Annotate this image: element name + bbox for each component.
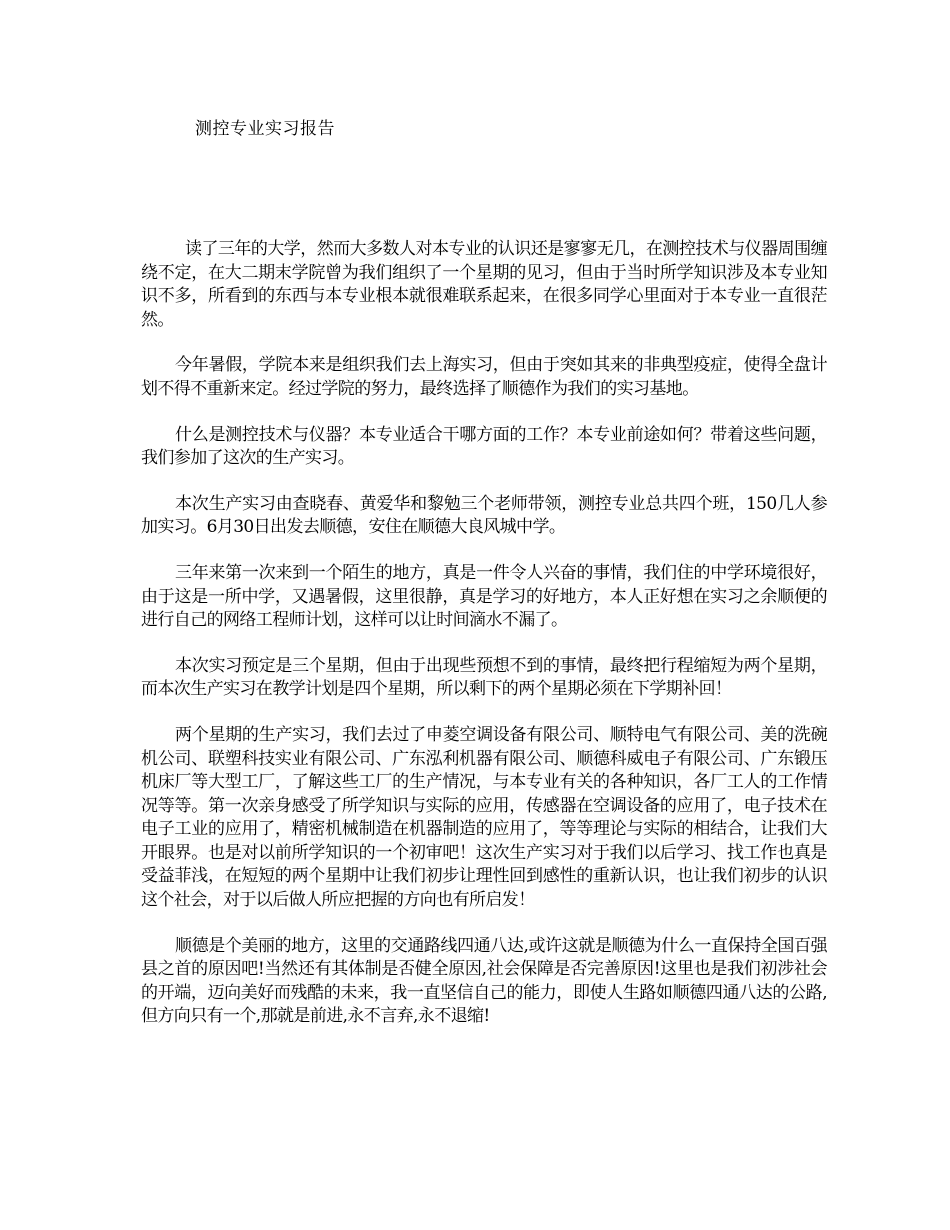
paragraph: 读了三年的大学，然而大多数人对本专业的认识还是寥寥无几，在测控技术与仪器周围缠绕不定，在大二期末学院曾为我们组织了一个星期的见习，但由于当时所学知识涉及本专业知识不多，所看到的东西与本专业根本就很难联系起来，在很多同学心里面对于本专业一直很茫然。	[141, 239, 827, 330]
document-body	[141, 238, 827, 1051]
paragraph: 本次生产实习由查晓春、黄爱华和黎勉三个老师带领，测控专业总共四个班，150几人参加实习。6月30日出发去顺德，安住在顺德大良风城中学。	[141, 493, 827, 538]
paragraph: 两个星期的生产实习，我们去过了申菱空调设备有限公司、顺特电气有限公司、美的洗碗机公司、联塑科技实业有限公司、广东泓利机器有限公司、顺德科威电子有限公司、广东锻压机床厂等大型工厂，了解这些工厂的生产情况，与本专业有关的各种知识，各厂工人的工作情况等等。第一次亲身感受了所学知识与实际的应用，传感器在空调设备的应用了，电子技术在电子工业的应用了，精密机械制造在机器制造的应用了，等等理论与实际的相结合，让我们大开眼界。也是对以前所学知识的一个初审吧！这次生产实习对于我们以后学习、找工作也真是受益菲浅，在短短的两个星期中让我们初步让理性回到感性的重新认识，也让我们初步的认识这个社会，对于以后做人所应把握的方向也有所启发！	[141, 724, 827, 911]
paragraph: 今年暑假，学院本来是组织我们去上海实习，但由于突如其来的非典型疫症，使得全盘计划不得不重新来定。经过学院的努力，最终选择了顺德作为我们的实习基地。	[141, 355, 827, 399]
paragraph: 顺德是个美丽的地方，这里的交通路线四通八达,或许这就是顺德为什么一直保持全国百强县之首的原因吧!当然还有其体制是否健全原因,社会保障是否完善原因!这里也是我们初涉社会的开端，迈向美好而残酷的未来，我一直坚信自己的能力，即使人生路如顺德四通八达的公路,但方向只有一个,那就是前进,永不言弃,永不退缩!	[141, 935, 827, 1027]
paragraph: 本次实习预定是三个星期，但由于出现些预想不到的事情，最终把行程缩短为两个星期，而本次生产实习在教学计划是四个星期，所以剩下的两个星期必须在下学期补回！	[141, 655, 827, 700]
document-title: 测控专业实习报告	[195, 119, 335, 139]
paragraph: 什么是测控技术与仪器？本专业适合干哪方面的工作？本专业前途如何？带着这些问题，我们参加了这次的生产实习。	[141, 424, 827, 469]
paragraph: 三年来第一次来到一个陌生的地方，真是一件令人兴奋的事情，我们住的中学环境很好，由于这是一所中学，又遇暑假，这里很静，真是学习的好地方，本人正好想在实习之余顺便的进行自己的网络工程师计划，这样可以让时间滴水不漏了。	[141, 562, 827, 631]
